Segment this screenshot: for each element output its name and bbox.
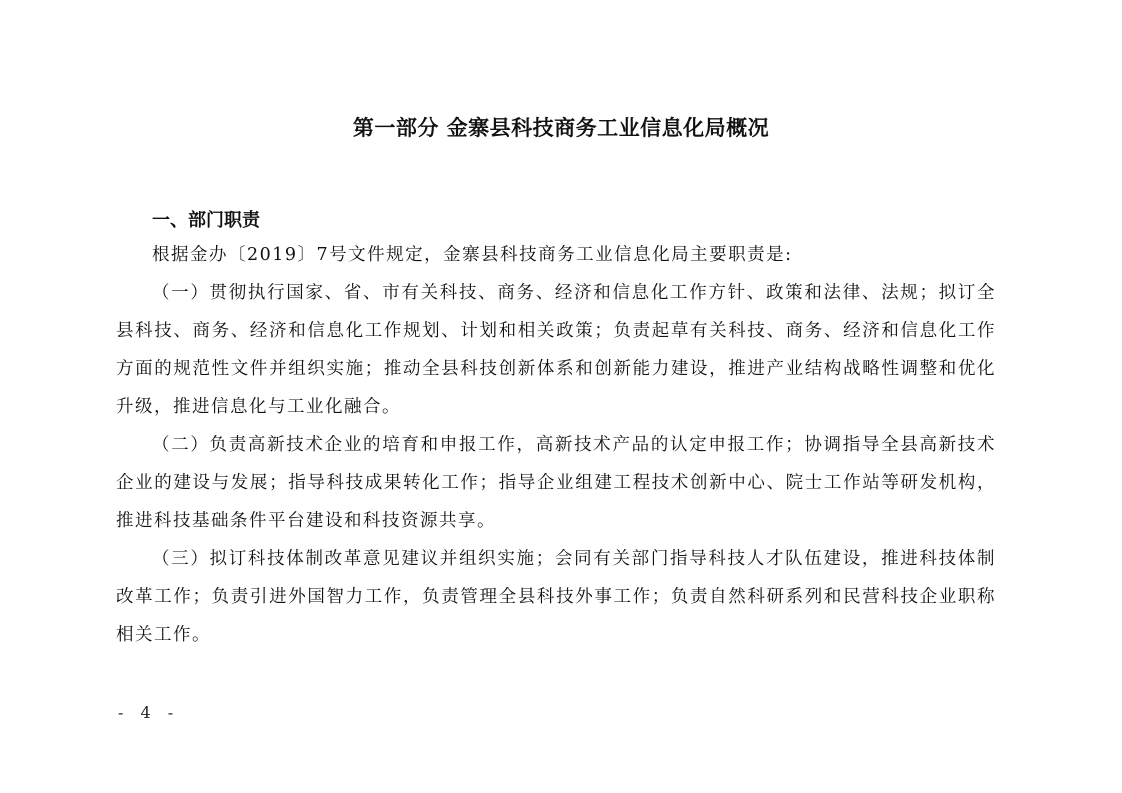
page-number: - 4 - xyxy=(118,703,180,722)
paragraph-duty-1: （一）贯彻执行国家、省、市有关科技、商务、经济和信息化工作方针、政策和法律、法规；拟订全县科技、商务、经济和信息化工作规划、计划和相关政策；负责起草有关科技、商务、经济和信息化工作方面的规范性文件并组织实施；推动全县科技创新体系和创新能力建设，推进产业结构战略性调整和优化升级，推进信息化与工业化融合。 xyxy=(116,283,996,417)
page-title: 第一部分 金寨县科技商务工业信息化局概况 xyxy=(352,116,770,140)
section-heading: 一、部门职责 xyxy=(152,210,260,231)
paragraph-duty-3: （三）拟订科技体制改革意见建议并组织实施；会同有关部门指导科技人才队伍建设，推进科技体制改革工作；负责引进外国智力工作，负责管理全县科技外事工作；负责自然科研系列和民营科技企业职称相关工作。 xyxy=(116,549,996,645)
paragraph-duty-2: （二）负责高新技术企业的培育和申报工作，高新技术产品的认定申报工作；协调指导全县高新技术企业的建设与发展；指导科技成果转化工作；指导企业组建工程技术创新中心、院士工作站等研发机构，推进科技基础条件平台建设和科技资源共享。 xyxy=(116,435,996,531)
paragraph-intro: 根据金办〔2019〕7号文件规定，金寨县科技商务工业信息化局主要职责是: xyxy=(152,245,793,265)
